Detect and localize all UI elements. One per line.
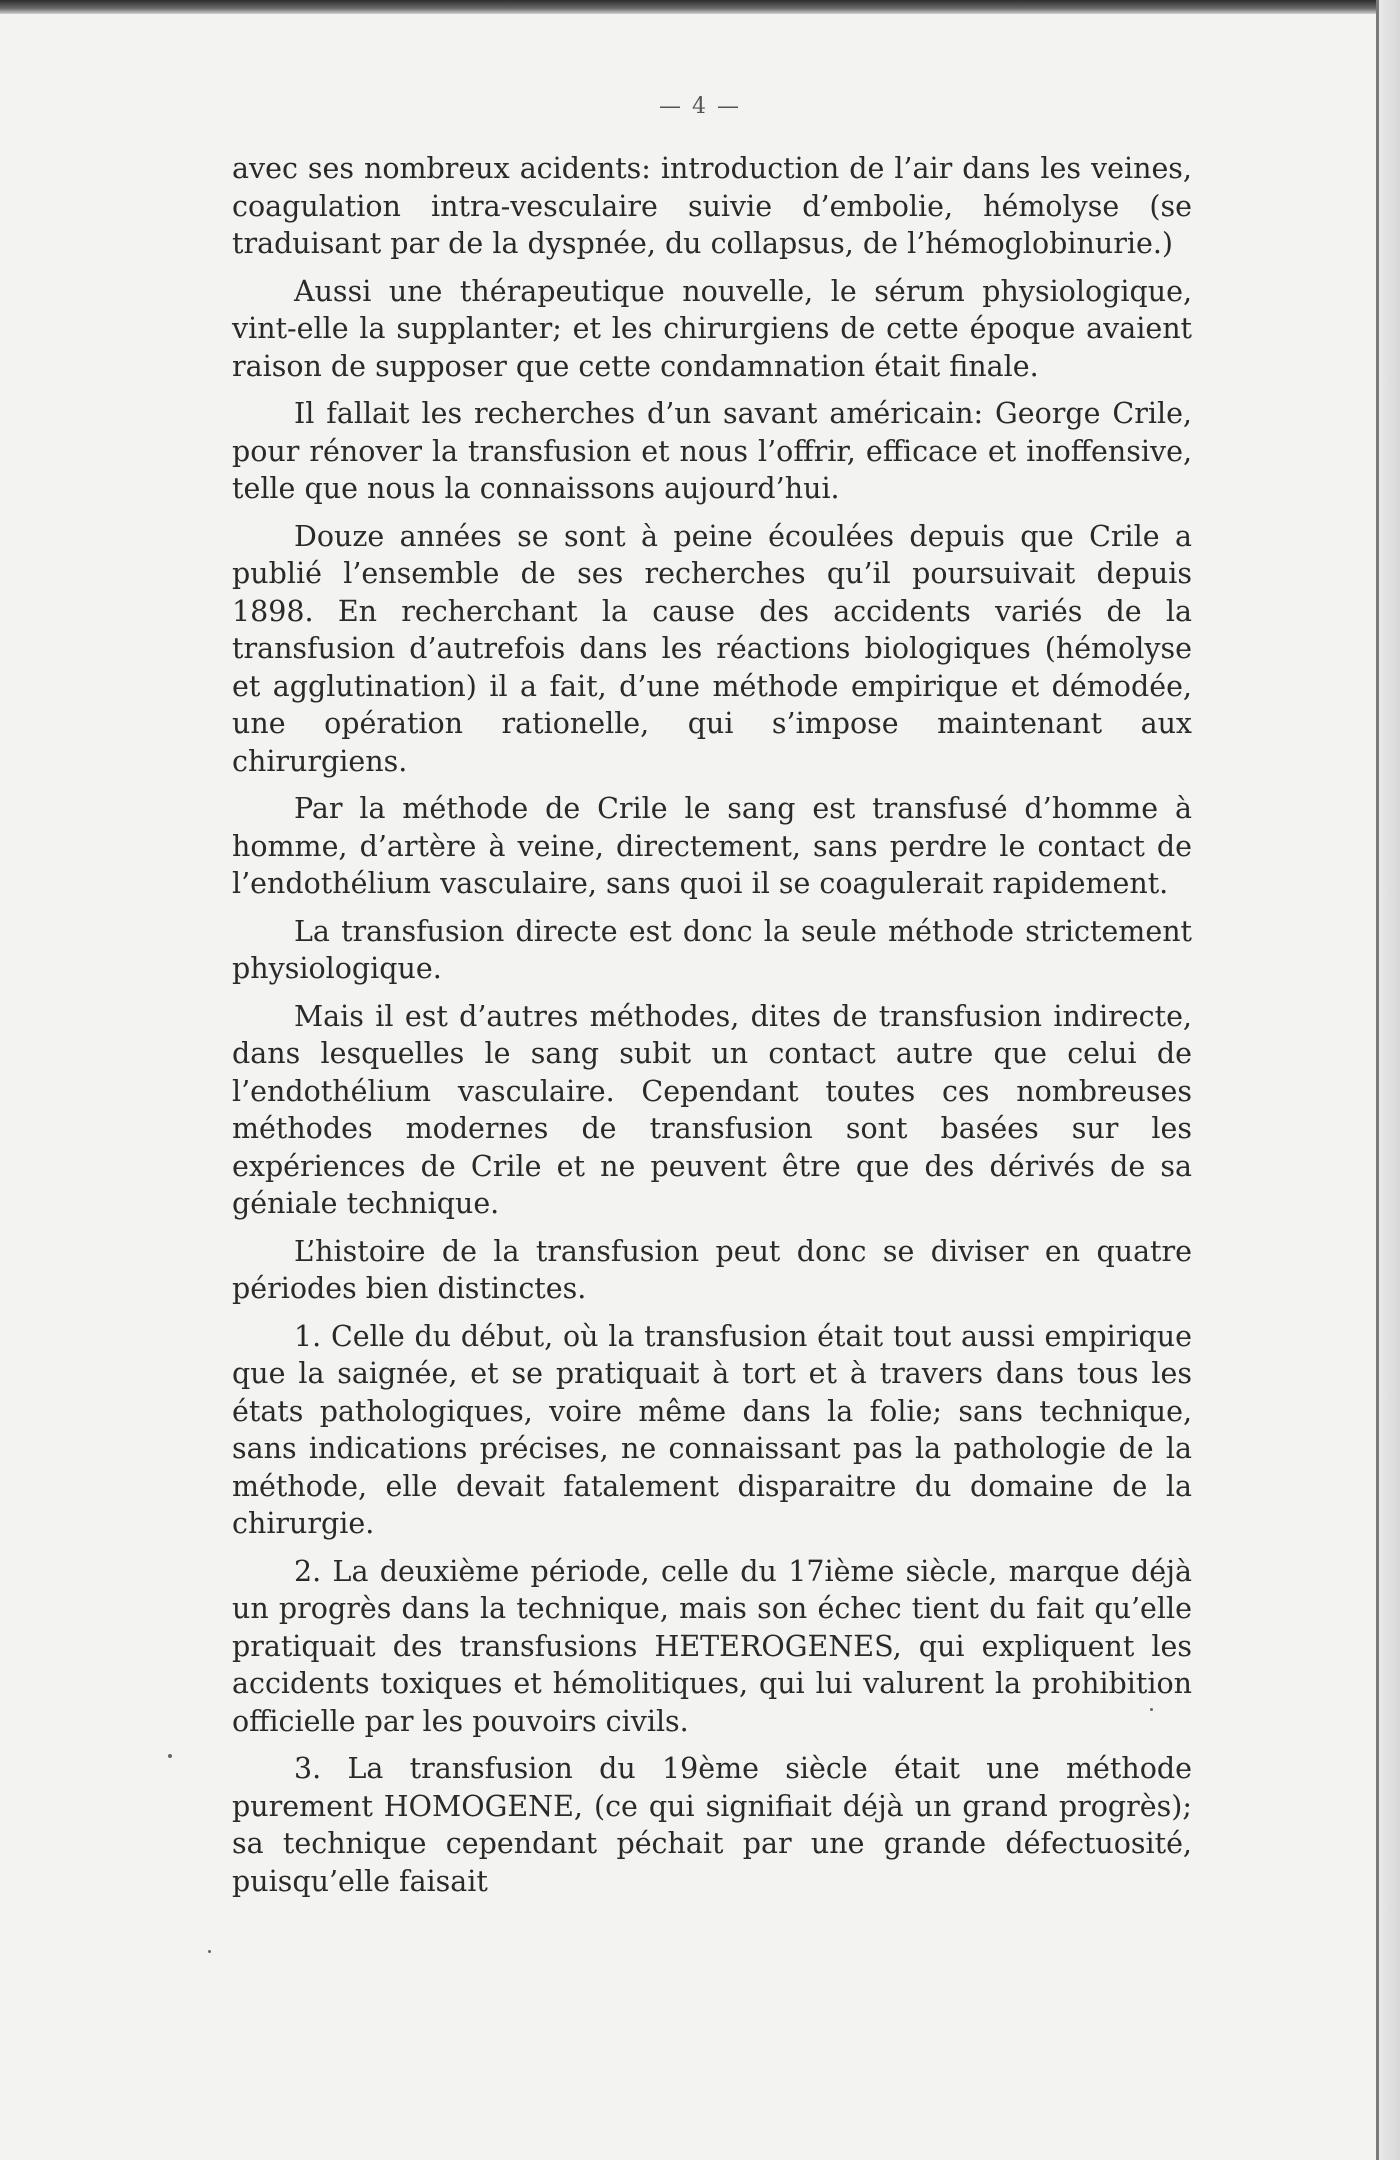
paragraph: Par la méthode de Crile le sang est transfusé d’homme à homme, d’artère à veine, directement, sans perdre le contact de l’endothélium vasculaire, sans quoi il se coagulerait rapidement. [232,792,1192,900]
paragraph: avec ses nombreux acidents: introduction de l’air dans les veines, coagulation intra-vesculaire suivie d’embolie, hémolyse (se traduisant par de la dyspnée, du collapsus, de l’hémoglobinurie.) [232,152,1192,260]
paragraph: Mais il est d’autres méthodes, dites de transfusion indirecte, dans lesquelles le sang subit un contact autre que celui de l’endothélium vasculaire. Cependant toutes ces nombreuses méthodes modernes de transfusion sont basées sur les expériences de Crile et ne peuvent être que des dérivés de sa géniale technique. [232,999,1192,1220]
paragraph: La transfusion directe est donc la seule méthode strictement physiologique. [232,914,1192,985]
list-item: 3. La transfusion du 19ème siècle était une méthode purement HOMOGENE, (ce qui signifiait déjà un grand progrès); sa technique cependant péchait par une grande défectuosité, puisqu’elle faisait [232,1752,1192,1898]
paragraph: L’histoire de la transfusion peut donc se diviser en quatre périodes bien distinctes. [232,1234,1192,1305]
list-item: 2. La deuxième période, celle du 17ième siècle, marque déjà un progrès dans la technique, mais son échec tient du fait qu’elle pratiquait des transfusions HETEROGENES, qui expliquent les accidents toxiques et hémolitiques, qui lui valurent la prohibition officielle par les pouvoirs civils. [232,1554,1192,1738]
page-number: — 4 — [659,94,741,119]
body-text [232,150,1192,1910]
list-item: 1. Celle du début, où la transfusion était tout aussi empirique que la saignée, et se pratiquait à tort et à travers dans tous les états pathologiques, voire même dans la folie; sans technique, sans indications précises, ne connaissant pas la pathologie de la méthode, elle devait fatalement disparaitre du domaine de la chirurgie. [232,1319,1192,1540]
paragraph: Douze années se sont à peine écoulées depuis que Crile a publié l’ensemble de ses recherches qu’il poursuivait depuis 1898. En recherchant la cause des accidents variés de la transfusion d’autrefois dans les réactions biologiques (hémolyse et agglutination) il a fait, d’une méthode empirique et démodée, une opération rationelle, qui s’impose maintenant aux chirurgiens. [232,519,1192,778]
scan-top-edge [0,0,1400,14]
paragraph: Il fallait les recherches d’un savant américain: George Crile, pour rénover la transfusion et nous l’offrir, efficace et inoffensive, telle que nous la connaissons aujourd’hui. [232,397,1192,505]
scan-speck [168,1754,172,1758]
scan-right-edge [1376,0,1400,2160]
scan-speck [208,1950,211,1953]
paragraph: Aussi une thérapeutique nouvelle, le sérum physiologique, vint-elle la supplanter; et les chirurgiens de cette époque avaient raison de supposer que cette condamnation était finale. [232,274,1192,383]
